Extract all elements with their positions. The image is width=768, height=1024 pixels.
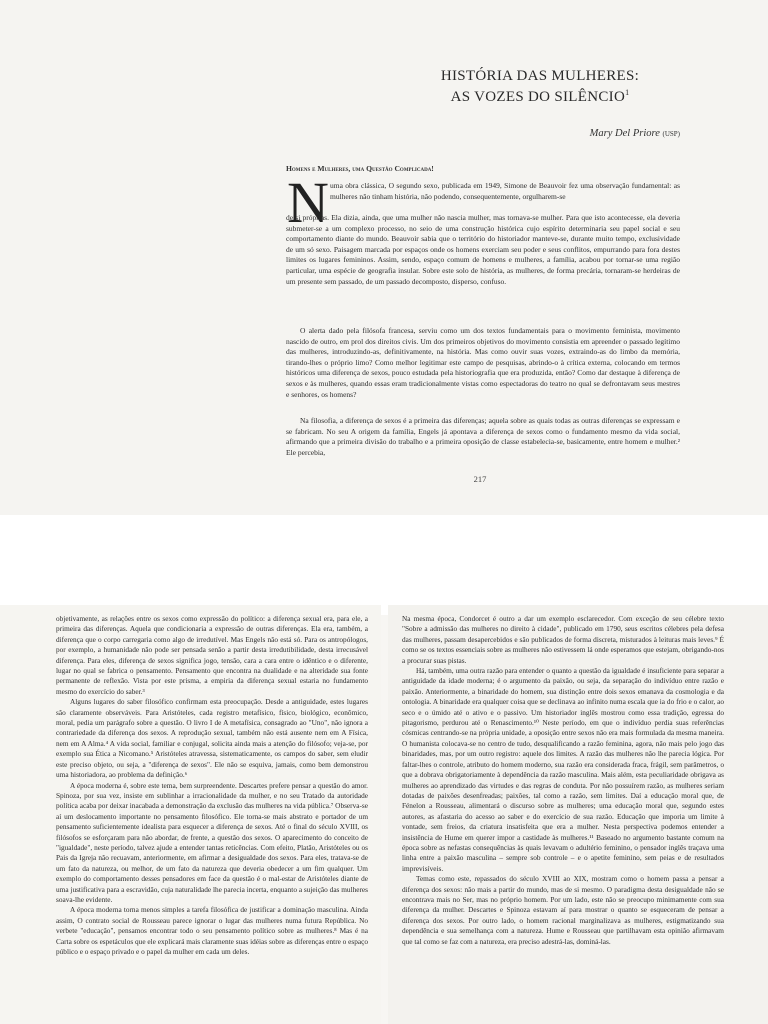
page-number: 217 <box>473 474 487 484</box>
intro-continuation <box>286 213 680 287</box>
intro-first-lines <box>330 181 680 202</box>
author-institution: (USP) <box>662 130 680 138</box>
left-paragraph: objetivamente, as relações entre os sexos como expressão do político: a diferença sexual era, para ele, a primeira das diferenças. Aquela que condicionaria a expressão de outras diferenças. Ela era, também, a diferença que o corpo carregaria como algo de irredutível. Mas Engels não está só. Para os antropólogos, por exemplo, a humanidade não pode ser pensada senão a partir desta irredutibilidade, desta irrecusável diferença. Para eles, diferença de sexos significa jogo, tensão, cara a cara entre o idêntico e o diferente, lugar no qual se fabrica o pensamento. Pensamento que encontra na dualidade e na alteridade sua fonte permanente de reflexão. Vista por este prisma, a empiria da diferença sexual estaria no fundamento mesmo do exercício do saber.³ <box>56 614 368 696</box>
paragraph-3-text: Na filosofia, a diferença de sexos é a primeira das diferenças; aquela sobre as quais todas as outras diferenças se expressam e se fabricam. No seu A origem da família, Engels já apontava a diferença de sexos como o fundamento mesmo da vida social, afirmando que a primeira divisão do trabalho e a primeira oposição de classe estabelecia-se, basicamente, entre homem e mulher.² Ele percebia, <box>286 416 680 457</box>
author-name: Mary Del Priore <box>589 128 660 139</box>
right-paragraph: Temas como este, repassados do século XVIII ao XIX, mostram como o homem passa a pensar a diferença dos sexos: não mais a partir do mundo, mas de si mesmo. O paradigma desta desigualdade não se encontrava mais no Ser, mas no próprio homem. Por um lado, este não se preocupo minimamente com sua diferença da mulher. Descartes e Spinoza estavam aí para mostrar o quanto se esqueceram de pensar a diferença dos sexos. Por outro lado, o homem racional marginalizava as mulheres, estigmatizando sua dependência e sua semelhança com a natureza. Hume e Rousseau que partilhavam esta opinião afirmavam que tal como se faz com a natureza, era preciso adestrá-las, dominá-las. <box>402 874 724 946</box>
right-paragraph: Na mesma época, Condorcet é outro a dar um exemplo esclarecedor. Com exceção de seu célebre texto "Sobre a admissão das mulheres no direito à cidade", publicado em 1790, seus escritos célebres pela defesa das mulheres, passam desapercebidos e são publicados de forma discreta, misturados à leituras mais leves.⁹ É como se os textos essenciais sobre as mulheres não estivessem lá onde esperamos que estejam, obrigando-nos a procurar suas pistas. <box>402 614 724 665</box>
right-paragraph: Há, também, uma outra razão para entender o quanto a questão da igualdade é insuficiente para separar a antiguidade da idade moderna; é o argumento da paixão, ou seja, da separação do indivíduo entre razão e paixão. Anteriormente, a binaridade do homem, sua distinção entre dois sexos emanava da cosmologia e da ontologia. A binaridade era qualquer coisa que se declinava ao infinito numa escala que ia do frio e o calor, ao seco e o úmido até o ativo e o passivo. Um historiador inglês mostrou como essa tradição, egressa do pitagorismo, perdurou até o Renascimento.¹⁰ Neste período, em que o indivíduo perdia suas referências cósmicas centrando-se na própria unidade, a oposição entre sexos não era mais formulada da mesma maneira. O humanista colocava-se no centro de tudo, desqualificando a razão feminina, agora, não mais pelo jogo das binaridades, mas, por um outro registro: aquele dos limites. A razão das mulheres não lhe parecia lógica. Por faltar-lhes o controle, atributo do homem moderno, sua razão era considerada fraca, frágil, sem parâmetros, o que a dobrava obrigatoriamente à dependência da razão masculina. Mais além, esta peculiaridade obrigava as mulheres ao aprendizado das virtudes e das regras de conduta. Por não possuírem razão, as mulheres seriam dotadas de paixões desenfreadas; paixões, tal como a razão, sem limites. Daí a educação moral que, de Fénelon a Rousseau, alimentará o discurso sobre as mulheres; uma educação moral que, segundo estes autores, as afastaria do acesso ao saber e do exercício de sua razão. Educação que imporia um limite à vontade, sem freios, da criatura insatisfeita que era a mulher. Nesta perspectiva podemos entender a insistência de Hume em querer impor a castidade às mulheres.¹¹ Baseado no argumento bastante comum na época sobre as nefastas consequências às quais levavam o adultério feminino, o pensador inglês traçava uma linha entre a paixão masculina – sempre sob controle – e o apetite feminino, sem peias e de resultados imprevisíveis. <box>402 666 724 873</box>
article-title-line1: HISTÓRIA DAS MULHERES: <box>440 68 640 84</box>
intro-continuation-text: de si próprias. Ela dizia, ainda, que uma mulher não nascia mulher, mas tornava-se mulher. Para que isto acontecesse, ela deveria submeter-se a um complexo processo, no seio de uma construção histórica cujo espírito determinaria seu papel social e seu comportamento diante do mundo. Beauvoir sabia que o território do historiador manteve-se, durante muito tempo, exclusividade de um só sexo. Paisagem marcada por espaços onde os homens exerciam seu poder e seus conflitos, empurrando para fora destes limites os lugares femininos. Assim, sendo, espaço comum de homens e mulheres, a família, acabou por tornar-se uma região particular, uma espécie de geografia insular. Sobre este solo de história, as mulheres, de forma precária, tornaram-se herdeiras de um presente sem passado, de um passado decomposto, disperso, confuso. <box>286 213 680 286</box>
article-title-line2-text: AS VOZES DO SILÊNCIO <box>450 89 626 105</box>
paragraph-3 <box>286 416 680 458</box>
left-paragraph: Alguns lugares do saber filosófico confirmam esta preocupação. Desde a antiguidade, estes lugares são claramente observáveis. Para Aristóteles, cada registro metafísico, físico, biológico, econômico, moral, pedia um parágrafo sobre a questão. O livro I de A metafísica, consagrado ao "Uno", não ignora a contrariedade da diferença dos sexos. A reprodução sexual, também não está ausente nem em A Física, nem em A Alma.⁴ A vida social, familiar e conjugal, solicita ainda mais a atenção do filósofo; veja-se, por exemplo sua Ética a Nicomano.⁵ Aristóteles atravessa, sistematicamente, os campos do saber, sem eludir este preciso objeto, ou seja, a "diferença de sexos". Ele não se esquiva, jamais, como bem demonstrou uma historiadora, ao problema da definição.⁶ <box>56 697 368 780</box>
paragraph-2 <box>286 326 680 400</box>
left-paragraph: A época moderna torna menos simples a tarefa filosófica de justificar a dominação masculina. Ainda assim, O contrato social de Rousseau parece ignorar o lugar das mulheres numa futura República. No verbete "educação", pensamos encontrar todo o seu pensamento político sobre as mulheres.⁸ Mas é na Carta sobre os espetáculos que ele explicará mais claramente suas idéias sobre as diferenças entre o espaço público e o espaço privado e o papel da mulher em cada um deles. <box>56 905 369 956</box>
paragraph-2-text: O alerta dado pela filósofa francesa, serviu como um dos textos fundamentais para o movimento feminista, movimento nascido de outro, em prol dos direitos civis. Um dos primeiros objetivos do movimento consistia em apreender o passado legítimo das mulheres, introduzindo-as, definitivamente, na história. Mas como ouvir suas vozes, extraindo-as do limbo da memória, tirando-lhes o próprio limo? Como melhor legitimar este campo de pesquisas, abrindo-o à crítica externa, colocando em termos históricos uma diferença de sexos, pouco estudada pela historiografia que era produzida, então? Como dar destaque à diferença de sexos e às mulheres, quando essas eram tradicionalmente vistas como espectadoras do teatro no qual se defrontavam seus mestres e senhores, os homens? <box>286 326 680 399</box>
intro-first-lines-text: uma obra clássica, O segundo sexo, publicada em 1949, Simone de Beauvoir fez uma observação fundamental: as mulheres não tinham história, não podendo, consequentemente, orgulharem-se <box>330 181 680 201</box>
left-column <box>56 614 368 957</box>
author-byline <box>520 128 680 139</box>
right-column <box>402 614 724 947</box>
article-title-line2 <box>400 88 680 106</box>
page-gap <box>0 515 768 615</box>
drop-cap: N <box>287 170 329 235</box>
section-heading: Homens e Mulheres, uma Questão Complicada! <box>286 164 434 173</box>
left-paragraph: A época moderna é, sobre este tema, bem surpreendente. Descartes prefere pensar a questão do amor. Spinoza, por sua vez, insiste em sublinhar a irracionalidade da mulher, e no seu Tratado da autoridade política acaba por deixar inacabada a demonstração da exclusão das mulheres na vida pública.⁷ Observa-se aí um deslocamento importante no pensamento filosófico. Ele torna-se mais abstrato e portador de um pensamento suficientemente idealista para esquecer a diferença de sexos. Até o final do século XVIII, os filósofos se esforçaram para não abordar, de frente, a questão dos sexos. O aparecimento do conceito de "igualdade", neste período, talvez ajude a entender tantas reticências. Com efeito, Platão, Aristóteles ou os Pais da Igreja não recuavam, anteriormente, em afirmar a desigualdade dos sexos. Para eles, tratava-se de um fato da natureza, ou melhor, de um fato da natureza que deveria obedecer a um fim qualquer. Um exemplo do comportamento desses pensadores em face da questão é o mal-estar de Aristóteles diante de uma justificativa para a escravidão, cuja naturalidade lhe parecia incerta, enquanto a sujeição das mulheres soava-lhe evidente. <box>56 780 368 904</box>
title-footnote-marker: 1 <box>625 88 630 97</box>
